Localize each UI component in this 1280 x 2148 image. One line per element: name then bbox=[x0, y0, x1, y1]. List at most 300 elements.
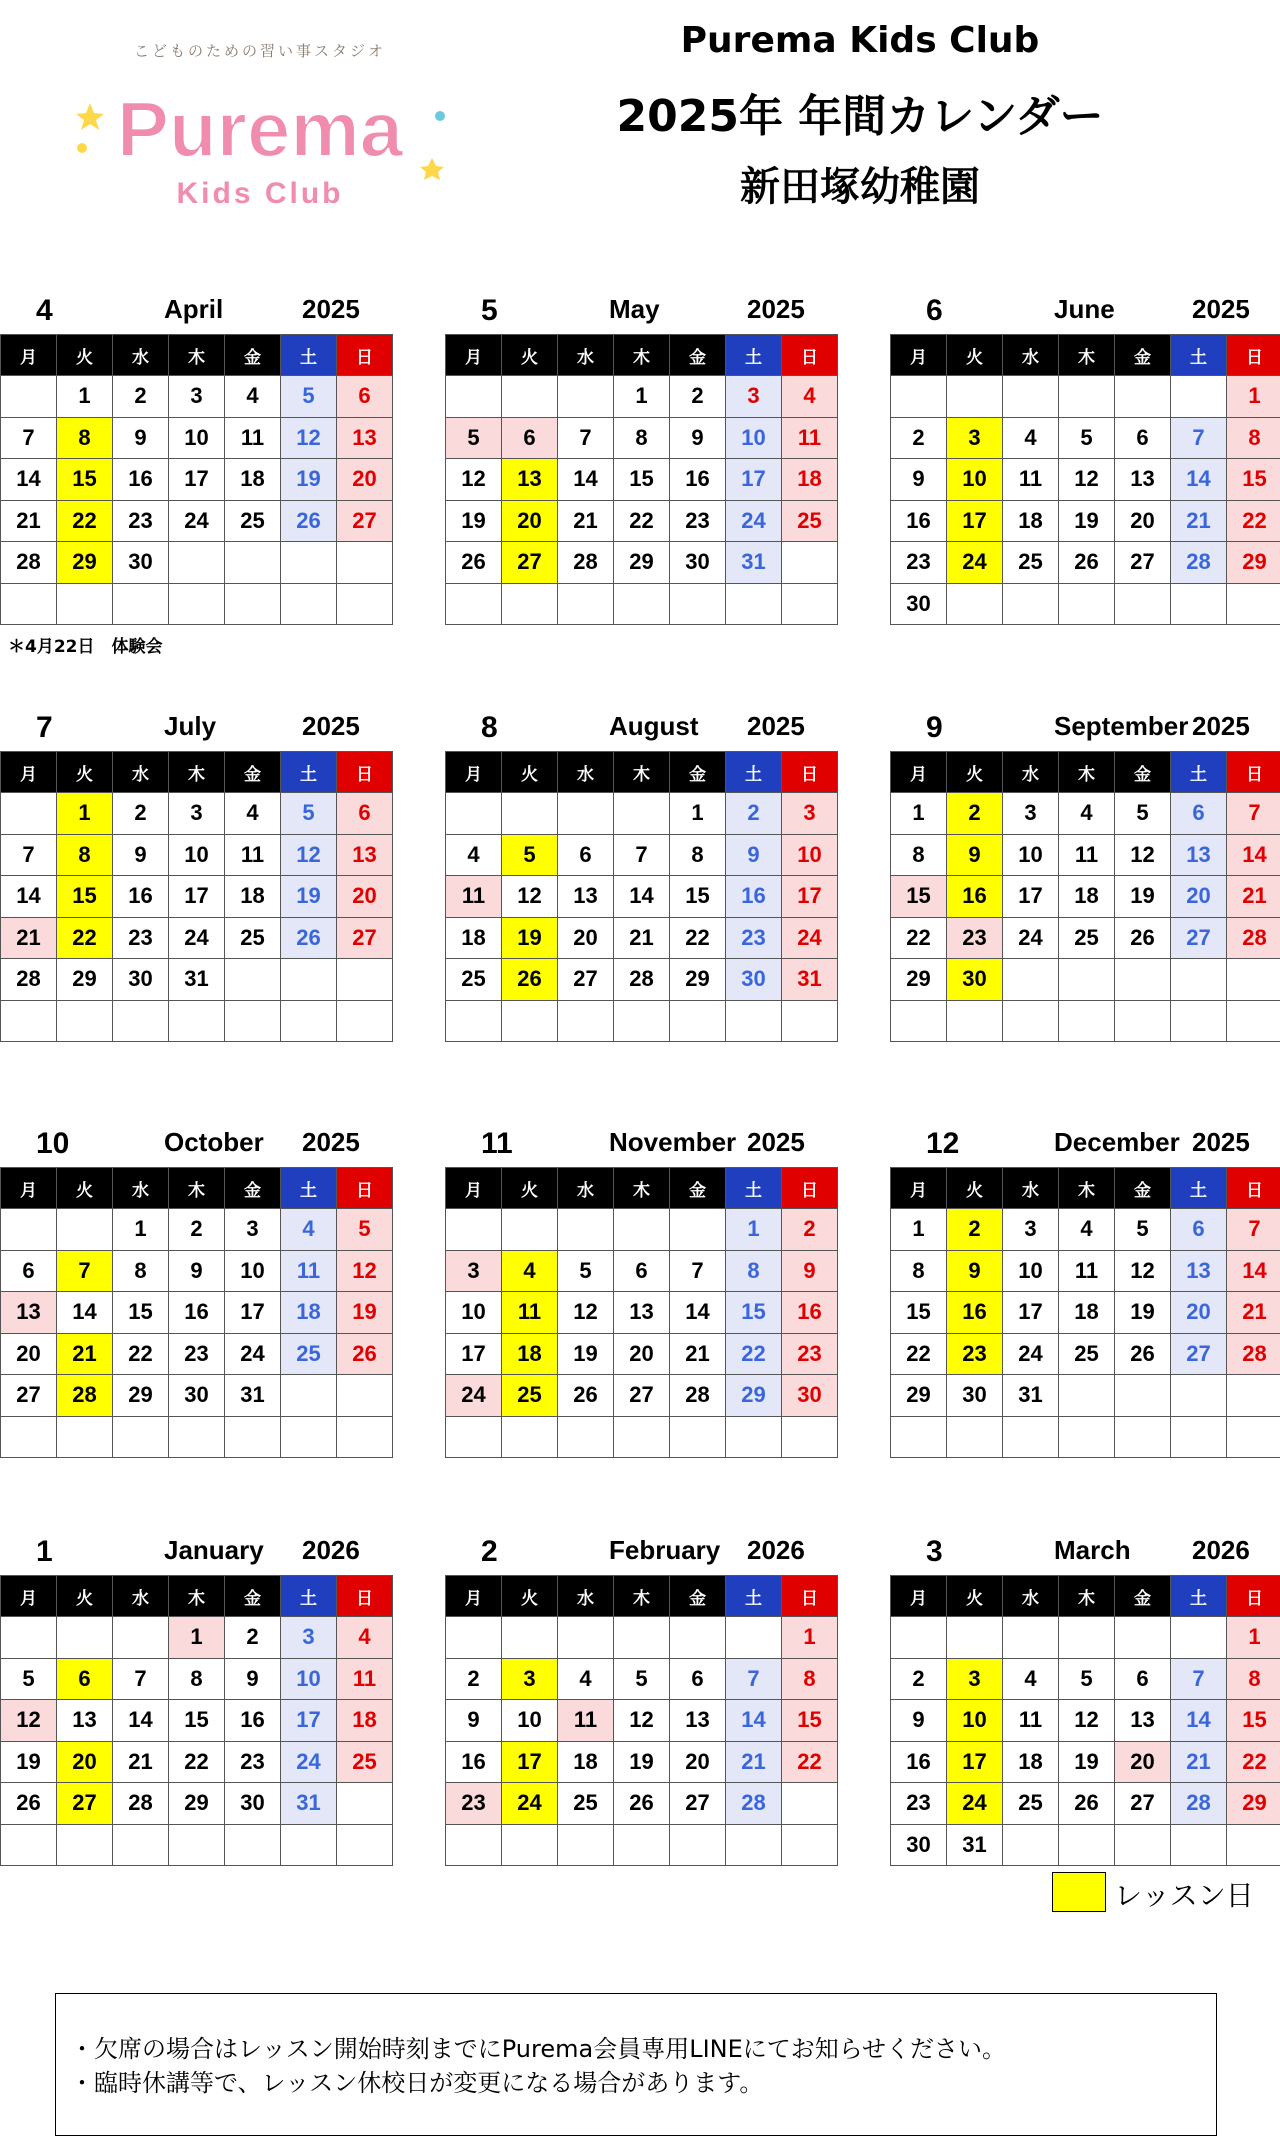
week-row bbox=[446, 876, 838, 918]
day-cell: 20 bbox=[614, 1333, 670, 1375]
day-cell: 28 bbox=[1227, 1333, 1280, 1375]
day-cell: 8 bbox=[614, 417, 670, 459]
location-title: 新田塚幼稚園 bbox=[740, 164, 980, 210]
day-cell: 15 bbox=[169, 1700, 225, 1742]
day-cell: 5 bbox=[1115, 1209, 1171, 1251]
month-number: 6 bbox=[926, 294, 943, 327]
month-calendar bbox=[890, 1531, 1280, 1866]
day-cell: 29 bbox=[614, 542, 670, 584]
empty-cell bbox=[337, 583, 393, 625]
legend-label: レッスン日 bbox=[1114, 1879, 1254, 1912]
month-name: July bbox=[164, 711, 217, 741]
empty-cell bbox=[558, 1617, 614, 1659]
weekday-label: 木 bbox=[169, 752, 225, 793]
empty-cell bbox=[1171, 1416, 1227, 1458]
logo-tagline: こどものための習い事スタジオ bbox=[133, 42, 387, 60]
week-row bbox=[1, 834, 393, 876]
month-table bbox=[890, 1575, 1280, 1866]
day-cell: 24 bbox=[782, 917, 838, 959]
weekday-label: 日 bbox=[1227, 1168, 1280, 1209]
week-row bbox=[446, 376, 838, 418]
weekday-label: 月 bbox=[891, 1576, 947, 1617]
day-cell: 17 bbox=[281, 1700, 337, 1742]
day-cell: 6 bbox=[614, 1250, 670, 1292]
day-cell: 6 bbox=[1115, 417, 1171, 459]
day-cell: 9 bbox=[113, 834, 169, 876]
day-cell: 5 bbox=[281, 376, 337, 418]
month-name: November bbox=[609, 1127, 737, 1157]
day-cell: 18 bbox=[446, 917, 502, 959]
week-row bbox=[1, 1416, 393, 1458]
empty-cell bbox=[57, 1000, 113, 1042]
day-cell: 6 bbox=[1171, 793, 1227, 835]
empty-cell bbox=[670, 1617, 726, 1659]
empty-cell bbox=[782, 542, 838, 584]
day-cell: 10 bbox=[1003, 834, 1059, 876]
empty-cell bbox=[614, 1416, 670, 1458]
day-cell: 12 bbox=[1059, 1700, 1115, 1742]
month-header bbox=[445, 707, 835, 751]
day-cell: 26 bbox=[614, 1783, 670, 1825]
month-table bbox=[445, 751, 838, 1042]
weekday-label: 月 bbox=[891, 1168, 947, 1209]
day-cell: 9 bbox=[726, 834, 782, 876]
day-cell: 21 bbox=[614, 917, 670, 959]
week-row bbox=[446, 834, 838, 876]
weekday-label: 土 bbox=[1171, 1168, 1227, 1209]
empty-cell bbox=[891, 1416, 947, 1458]
day-cell: 17 bbox=[169, 876, 225, 918]
day-cell: 2 bbox=[891, 417, 947, 459]
day-cell: 8 bbox=[891, 1250, 947, 1292]
day-cell: 28 bbox=[726, 1783, 782, 1825]
week-row bbox=[446, 1292, 838, 1334]
empty-cell bbox=[891, 1000, 947, 1042]
empty-cell bbox=[113, 1416, 169, 1458]
empty-cell bbox=[726, 583, 782, 625]
empty-cell bbox=[1, 583, 57, 625]
weekday-label: 土 bbox=[1171, 335, 1227, 376]
empty-cell bbox=[1171, 959, 1227, 1001]
day-cell: 24 bbox=[225, 1333, 281, 1375]
day-cell: 13 bbox=[337, 834, 393, 876]
day-cell: 24 bbox=[947, 542, 1003, 584]
weekday-label: 火 bbox=[57, 752, 113, 793]
weekday-label: 木 bbox=[614, 1576, 670, 1617]
month-calendar bbox=[0, 707, 390, 1042]
week-row bbox=[891, 917, 1280, 959]
day-cell: 31 bbox=[782, 959, 838, 1001]
day-cell: 10 bbox=[726, 417, 782, 459]
day-cell: 19 bbox=[337, 1292, 393, 1334]
empty-cell bbox=[225, 583, 281, 625]
month-header bbox=[0, 1531, 390, 1575]
weekday-label: 日 bbox=[337, 752, 393, 793]
day-cell: 21 bbox=[670, 1333, 726, 1375]
day-cell: 29 bbox=[891, 1375, 947, 1417]
week-row bbox=[1, 1209, 393, 1251]
day-cell: 27 bbox=[502, 542, 558, 584]
month-calendar bbox=[445, 290, 835, 625]
day-cell: 14 bbox=[1227, 834, 1280, 876]
day-cell: 11 bbox=[446, 876, 502, 918]
week-row bbox=[446, 500, 838, 542]
day-cell: 30 bbox=[726, 959, 782, 1001]
day-cell: 18 bbox=[1059, 1292, 1115, 1334]
empty-cell bbox=[558, 583, 614, 625]
week-row bbox=[891, 459, 1280, 501]
day-cell: 30 bbox=[947, 959, 1003, 1001]
week-row bbox=[891, 1000, 1280, 1042]
day-cell: 26 bbox=[1115, 1333, 1171, 1375]
empty-cell bbox=[169, 1416, 225, 1458]
weekday-label: 日 bbox=[1227, 335, 1280, 376]
day-cell: 30 bbox=[169, 1375, 225, 1417]
empty-cell bbox=[1227, 583, 1280, 625]
weekday-label: 金 bbox=[225, 1168, 281, 1209]
weekday-label: 水 bbox=[558, 1576, 614, 1617]
day-cell: 21 bbox=[1227, 1292, 1280, 1334]
weekday-label: 火 bbox=[57, 335, 113, 376]
day-cell: 3 bbox=[281, 1617, 337, 1659]
week-row bbox=[446, 1209, 838, 1251]
empty-cell bbox=[113, 1824, 169, 1866]
empty-cell bbox=[891, 1617, 947, 1659]
empty-cell bbox=[1059, 959, 1115, 1001]
day-cell: 26 bbox=[1059, 1783, 1115, 1825]
month-name: October bbox=[164, 1127, 264, 1157]
week-row bbox=[891, 1416, 1280, 1458]
day-cell: 16 bbox=[113, 876, 169, 918]
weekday-label: 金 bbox=[670, 1576, 726, 1617]
day-cell: 27 bbox=[558, 959, 614, 1001]
day-cell: 1 bbox=[726, 1209, 782, 1251]
day-cell: 8 bbox=[670, 834, 726, 876]
day-cell: 9 bbox=[782, 1250, 838, 1292]
day-cell: 29 bbox=[57, 959, 113, 1001]
day-cell: 7 bbox=[670, 1250, 726, 1292]
week-row bbox=[891, 793, 1280, 835]
week-row bbox=[446, 1617, 838, 1659]
day-cell: 14 bbox=[726, 1700, 782, 1742]
day-cell: 27 bbox=[337, 917, 393, 959]
empty-cell bbox=[782, 1824, 838, 1866]
week-row bbox=[1, 876, 393, 918]
day-cell: 27 bbox=[1, 1375, 57, 1417]
weekday-label: 木 bbox=[614, 752, 670, 793]
month-year: 2026 bbox=[747, 1535, 805, 1565]
month-calendar bbox=[445, 1123, 835, 1458]
weekday-label: 水 bbox=[558, 1168, 614, 1209]
weekday-label: 水 bbox=[113, 752, 169, 793]
empty-cell bbox=[446, 1416, 502, 1458]
empty-cell bbox=[57, 583, 113, 625]
week-row bbox=[446, 1824, 838, 1866]
month-header bbox=[445, 1123, 835, 1167]
weekday-label: 土 bbox=[281, 752, 337, 793]
month-table bbox=[445, 1575, 838, 1866]
day-cell: 9 bbox=[225, 1658, 281, 1700]
empty-cell bbox=[337, 1416, 393, 1458]
empty-cell bbox=[502, 1416, 558, 1458]
month-number: 7 bbox=[36, 711, 53, 744]
empty-cell bbox=[1115, 1375, 1171, 1417]
week-row bbox=[891, 1700, 1280, 1742]
day-cell: 10 bbox=[169, 417, 225, 459]
empty-cell bbox=[1171, 1617, 1227, 1659]
week-row bbox=[446, 1658, 838, 1700]
weekday-label: 金 bbox=[225, 1576, 281, 1617]
day-cell: 15 bbox=[1227, 459, 1280, 501]
empty-cell bbox=[782, 1783, 838, 1825]
week-row bbox=[1, 1658, 393, 1700]
day-cell: 1 bbox=[891, 793, 947, 835]
day-cell: 14 bbox=[1, 876, 57, 918]
day-cell: 13 bbox=[558, 876, 614, 918]
day-cell: 24 bbox=[502, 1783, 558, 1825]
day-cell: 6 bbox=[57, 1658, 113, 1700]
empty-cell bbox=[614, 793, 670, 835]
day-cell: 14 bbox=[1171, 1700, 1227, 1742]
weekday-header-row bbox=[1, 1168, 393, 1209]
empty-cell bbox=[1, 793, 57, 835]
week-row bbox=[446, 1000, 838, 1042]
day-cell: 4 bbox=[782, 376, 838, 418]
day-cell: 28 bbox=[1, 542, 57, 584]
empty-cell bbox=[169, 542, 225, 584]
empty-cell bbox=[670, 583, 726, 625]
weekday-label: 日 bbox=[782, 1576, 838, 1617]
day-cell: 29 bbox=[670, 959, 726, 1001]
day-cell: 30 bbox=[113, 959, 169, 1001]
week-row bbox=[1, 583, 393, 625]
empty-cell bbox=[57, 1617, 113, 1659]
day-cell: 14 bbox=[670, 1292, 726, 1334]
day-cell: 28 bbox=[57, 1375, 113, 1417]
empty-cell bbox=[502, 1617, 558, 1659]
empty-cell bbox=[1115, 1000, 1171, 1042]
day-cell: 8 bbox=[113, 1250, 169, 1292]
day-cell: 17 bbox=[169, 459, 225, 501]
day-cell: 26 bbox=[337, 1333, 393, 1375]
day-cell: 15 bbox=[57, 459, 113, 501]
day-cell: 31 bbox=[281, 1783, 337, 1825]
day-cell: 24 bbox=[1003, 1333, 1059, 1375]
day-cell: 10 bbox=[281, 1658, 337, 1700]
day-cell: 15 bbox=[891, 876, 947, 918]
empty-cell bbox=[1227, 959, 1280, 1001]
day-cell: 4 bbox=[558, 1658, 614, 1700]
month-year: 2025 bbox=[747, 1127, 805, 1157]
day-cell: 23 bbox=[113, 500, 169, 542]
day-cell: 30 bbox=[891, 1824, 947, 1866]
day-cell: 12 bbox=[281, 417, 337, 459]
empty-cell bbox=[281, 542, 337, 584]
week-row bbox=[446, 1700, 838, 1742]
day-cell: 2 bbox=[947, 1209, 1003, 1251]
empty-cell bbox=[1115, 959, 1171, 1001]
day-cell: 16 bbox=[782, 1292, 838, 1334]
weekday-label: 土 bbox=[1171, 1576, 1227, 1617]
day-cell: 5 bbox=[1, 1658, 57, 1700]
empty-cell bbox=[169, 1824, 225, 1866]
day-cell: 31 bbox=[169, 959, 225, 1001]
day-cell: 28 bbox=[1227, 917, 1280, 959]
day-cell: 4 bbox=[1003, 417, 1059, 459]
month-header bbox=[0, 1123, 390, 1167]
day-cell: 1 bbox=[1227, 376, 1280, 418]
empty-cell bbox=[281, 959, 337, 1001]
day-cell: 18 bbox=[782, 459, 838, 501]
empty-cell bbox=[947, 1617, 1003, 1659]
week-row bbox=[891, 1375, 1280, 1417]
week-row bbox=[446, 459, 838, 501]
empty-cell bbox=[1059, 1617, 1115, 1659]
day-cell: 2 bbox=[782, 1209, 838, 1251]
empty-cell bbox=[670, 1824, 726, 1866]
day-cell: 26 bbox=[281, 500, 337, 542]
empty-cell bbox=[726, 1000, 782, 1042]
day-cell: 13 bbox=[1115, 1700, 1171, 1742]
day-cell: 12 bbox=[502, 876, 558, 918]
empty-cell bbox=[113, 1617, 169, 1659]
weekday-header-row bbox=[1, 1576, 393, 1617]
note-line: ・臨時休講等で、レッスン休校日が変更になる場合があります。 bbox=[70, 2069, 764, 2097]
day-cell: 27 bbox=[1115, 1783, 1171, 1825]
empty-cell bbox=[446, 1209, 502, 1251]
weekday-label: 金 bbox=[1115, 1168, 1171, 1209]
weekday-label: 水 bbox=[1003, 1168, 1059, 1209]
day-cell: 10 bbox=[947, 459, 1003, 501]
day-cell: 18 bbox=[1059, 876, 1115, 918]
weekday-label: 月 bbox=[446, 1168, 502, 1209]
empty-cell bbox=[726, 1824, 782, 1866]
day-cell: 12 bbox=[1115, 1250, 1171, 1292]
empty-cell bbox=[225, 1824, 281, 1866]
month-number: 10 bbox=[36, 1127, 70, 1160]
day-cell: 22 bbox=[782, 1741, 838, 1783]
weekday-label: 金 bbox=[1115, 752, 1171, 793]
day-cell: 29 bbox=[1227, 1783, 1280, 1825]
calendar-title: 2025年 年間カレンダー bbox=[616, 91, 1104, 142]
day-cell: 11 bbox=[1003, 459, 1059, 501]
empty-cell bbox=[225, 542, 281, 584]
day-cell: 8 bbox=[891, 834, 947, 876]
day-cell: 28 bbox=[558, 542, 614, 584]
day-cell: 6 bbox=[337, 376, 393, 418]
day-cell: 18 bbox=[281, 1292, 337, 1334]
empty-cell bbox=[446, 793, 502, 835]
day-cell: 1 bbox=[1227, 1617, 1280, 1659]
day-cell: 21 bbox=[1171, 500, 1227, 542]
month-note: ＊4月22日 体験会 bbox=[8, 637, 163, 657]
empty-cell bbox=[502, 1000, 558, 1042]
day-cell: 20 bbox=[337, 876, 393, 918]
weekday-header-row bbox=[891, 752, 1280, 793]
weekday-label: 金 bbox=[670, 752, 726, 793]
day-cell: 17 bbox=[947, 500, 1003, 542]
day-cell: 19 bbox=[614, 1741, 670, 1783]
week-row bbox=[891, 1783, 1280, 1825]
day-cell: 18 bbox=[1003, 1741, 1059, 1783]
day-cell: 24 bbox=[726, 500, 782, 542]
week-row bbox=[891, 1617, 1280, 1659]
day-cell: 9 bbox=[113, 417, 169, 459]
day-cell: 19 bbox=[1115, 1292, 1171, 1334]
empty-cell bbox=[1115, 1617, 1171, 1659]
day-cell: 13 bbox=[1171, 834, 1227, 876]
weekday-label: 木 bbox=[169, 1576, 225, 1617]
week-row bbox=[1, 1700, 393, 1742]
weekday-label: 月 bbox=[891, 752, 947, 793]
day-cell: 3 bbox=[947, 417, 1003, 459]
day-cell: 3 bbox=[947, 1658, 1003, 1700]
weekday-header-row bbox=[891, 1576, 1280, 1617]
week-row bbox=[891, 500, 1280, 542]
weekday-label: 木 bbox=[169, 335, 225, 376]
day-cell: 23 bbox=[113, 917, 169, 959]
week-row bbox=[1, 376, 393, 418]
empty-cell bbox=[337, 1375, 393, 1417]
weekday-label: 日 bbox=[1227, 752, 1280, 793]
week-row bbox=[891, 542, 1280, 584]
day-cell: 20 bbox=[337, 459, 393, 501]
weekday-label: 金 bbox=[1115, 335, 1171, 376]
month-year: 2025 bbox=[302, 294, 360, 324]
day-cell: 12 bbox=[281, 834, 337, 876]
month-calendar bbox=[0, 1531, 390, 1866]
month-header bbox=[445, 1531, 835, 1575]
empty-cell bbox=[670, 1209, 726, 1251]
empty-cell bbox=[1115, 1416, 1171, 1458]
empty-cell bbox=[1, 376, 57, 418]
day-cell: 24 bbox=[281, 1741, 337, 1783]
day-cell: 22 bbox=[891, 1333, 947, 1375]
day-cell: 23 bbox=[225, 1741, 281, 1783]
day-cell: 13 bbox=[1171, 1250, 1227, 1292]
day-cell: 11 bbox=[502, 1292, 558, 1334]
weekday-label: 金 bbox=[225, 335, 281, 376]
weekday-label: 木 bbox=[614, 335, 670, 376]
day-cell: 8 bbox=[782, 1658, 838, 1700]
day-cell: 7 bbox=[1, 834, 57, 876]
day-cell: 2 bbox=[670, 376, 726, 418]
empty-cell bbox=[57, 1209, 113, 1251]
weekday-label: 日 bbox=[1227, 1576, 1280, 1617]
empty-cell bbox=[1227, 1416, 1280, 1458]
day-cell: 6 bbox=[1115, 1658, 1171, 1700]
week-row bbox=[1, 1741, 393, 1783]
day-cell: 9 bbox=[446, 1700, 502, 1742]
weekday-label: 金 bbox=[670, 335, 726, 376]
day-cell: 8 bbox=[726, 1250, 782, 1292]
day-cell: 12 bbox=[1115, 834, 1171, 876]
day-cell: 4 bbox=[225, 376, 281, 418]
month-year: 2025 bbox=[747, 711, 805, 741]
day-cell: 17 bbox=[502, 1741, 558, 1783]
month-name: April bbox=[164, 294, 224, 324]
day-cell: 23 bbox=[891, 1783, 947, 1825]
week-row bbox=[446, 959, 838, 1001]
day-cell: 21 bbox=[1227, 876, 1280, 918]
week-row bbox=[891, 1333, 1280, 1375]
month-name: August bbox=[609, 711, 699, 741]
day-cell: 17 bbox=[446, 1333, 502, 1375]
empty-cell bbox=[446, 1000, 502, 1042]
month-name: September bbox=[1054, 711, 1189, 741]
empty-cell bbox=[558, 1000, 614, 1042]
day-cell: 17 bbox=[1003, 876, 1059, 918]
